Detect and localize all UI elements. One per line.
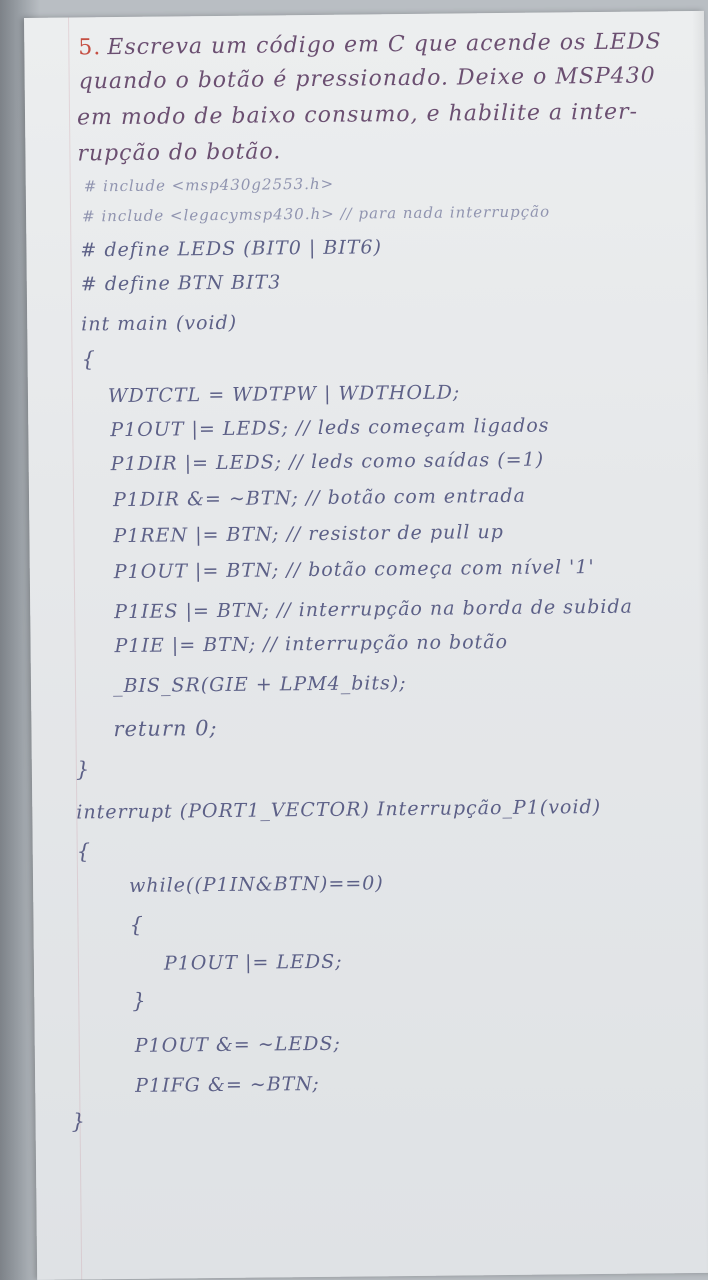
code-line-open-brace: { [81, 347, 97, 372]
code-line-main: int main (void) [81, 311, 238, 336]
page-edge-shadow [692, 11, 708, 1273]
question-line-2: quando o botão é pressionado. Deixe o MSP430 [78, 63, 656, 95]
code-line-wdtctl: WDTCTL = WDTPW | WDTHOLD; [107, 381, 461, 408]
code-line-p1out-btn: P1OUT |= BTN; // botão começa com nível '1' [113, 556, 595, 584]
code-line-define-btn: # define BTN BIT3 [80, 271, 282, 296]
code-line-p1ies: P1IES |= BTN; // interrupção na borda de subida [114, 595, 634, 624]
code-line-define-leds: # define LEDS (BIT0 | BIT6) [80, 236, 383, 262]
code-line-p1out-leds: P1OUT |= LEDS; // leds começam ligados [110, 414, 550, 442]
question-line-4: rupção do botão. [77, 139, 282, 167]
code-line-include-legacy: # include <legacymsp430.h> // para nada interrupção [81, 202, 551, 226]
question-text: Escreva um código em C que acende os LEDS [107, 29, 662, 61]
code-line-p1ie: P1IE |= BTN; // interrupção no botão [114, 630, 509, 658]
code-line-p1ren: P1REN |= BTN; // resistor de pull up [113, 521, 505, 548]
code-line-while-open-brace: { [129, 912, 145, 937]
code-line-close-brace-main: } [75, 757, 91, 782]
code-line-p1out-clear: P1OUT &= ~LEDS; [134, 1032, 341, 1057]
page-margin-line [68, 18, 82, 1280]
code-line-include-msp: # include <msp430g2553.h> [83, 174, 335, 196]
code-line-return: return 0; [113, 716, 218, 742]
notebook-page [24, 11, 708, 1280]
code-line-p1ifg-clear: P1IFG &= ~BTN; [135, 1072, 320, 1097]
code-line-p1dir-leds: P1DIR |= LEDS; // leds como saídas (=1) [110, 448, 545, 476]
code-line-isr-open-brace: { [76, 839, 92, 864]
code-line-interrupt: interrupt (PORT1_VECTOR) Interrupção_P1(void) [76, 796, 602, 824]
question-number: 5. [78, 35, 102, 61]
code-line-p1dir-btn: P1DIR &= ~BTN; // botão com entrada [112, 484, 526, 512]
code-line-while-close-brace: } [132, 988, 147, 1013]
code-line-isr-close-brace: } [71, 1109, 87, 1134]
code-line-while-body: P1OUT |= LEDS; [163, 950, 343, 975]
code-line-bis-sr: _BIS_SR(GIE + LPM4_bits); [112, 672, 407, 698]
code-line-while: while((P1IN&BTN)==0) [128, 872, 384, 897]
question-line-1 [78, 29, 662, 60]
question-line-3: em modo de baixo consumo, e habilite a inter- [76, 99, 639, 131]
